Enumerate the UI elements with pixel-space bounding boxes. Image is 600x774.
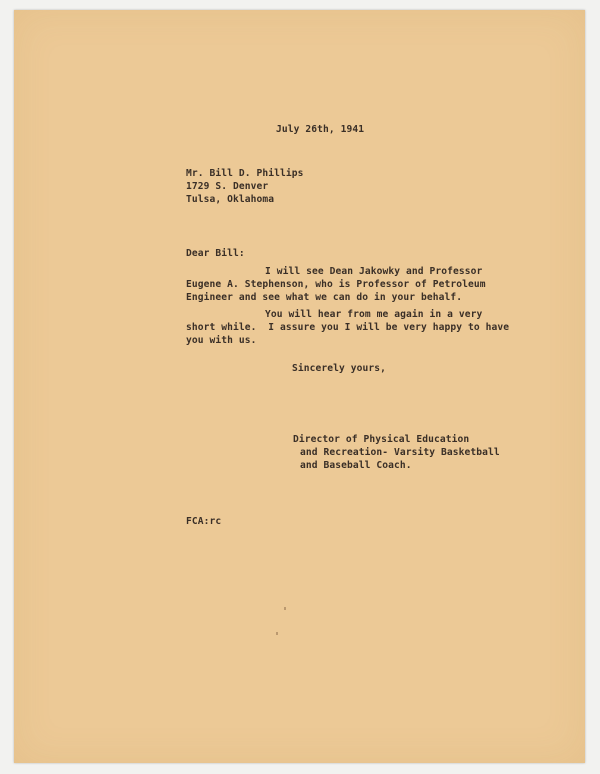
signature-title-line: and Baseball Coach. — [300, 460, 412, 471]
recipient-street: 1729 S. Denver — [186, 181, 269, 192]
salutation: Dear Bill: — [186, 248, 245, 259]
body-line: I will see Dean Jakowky and Professor — [265, 266, 483, 277]
body-line: Engineer and see what we can do in your behalf. — [186, 292, 463, 303]
body-line: short while. I assure you I will be very happy to have — [186, 322, 510, 333]
letter-date: July 26th, 1941 — [276, 124, 365, 135]
paper-speck — [276, 632, 278, 635]
signature-title-line: Director of Physical Education — [293, 434, 470, 445]
recipient-name: Mr. Bill D. Phillips — [186, 168, 304, 179]
body-line: Eugene A. Stephenson, who is Professor of Petroleum — [186, 279, 486, 290]
typist-initials: FCA:rc — [186, 516, 222, 527]
body-line: you with us. — [186, 335, 257, 346]
paper-speck — [284, 607, 286, 610]
body-line: You will hear from me again in a very — [265, 309, 483, 320]
letter-page — [14, 10, 585, 763]
closing: Sincerely yours, — [292, 363, 387, 374]
recipient-city: Tulsa, Oklahoma — [186, 194, 275, 205]
signature-title-line: and Recreation- Varsity Basketball — [300, 447, 500, 458]
